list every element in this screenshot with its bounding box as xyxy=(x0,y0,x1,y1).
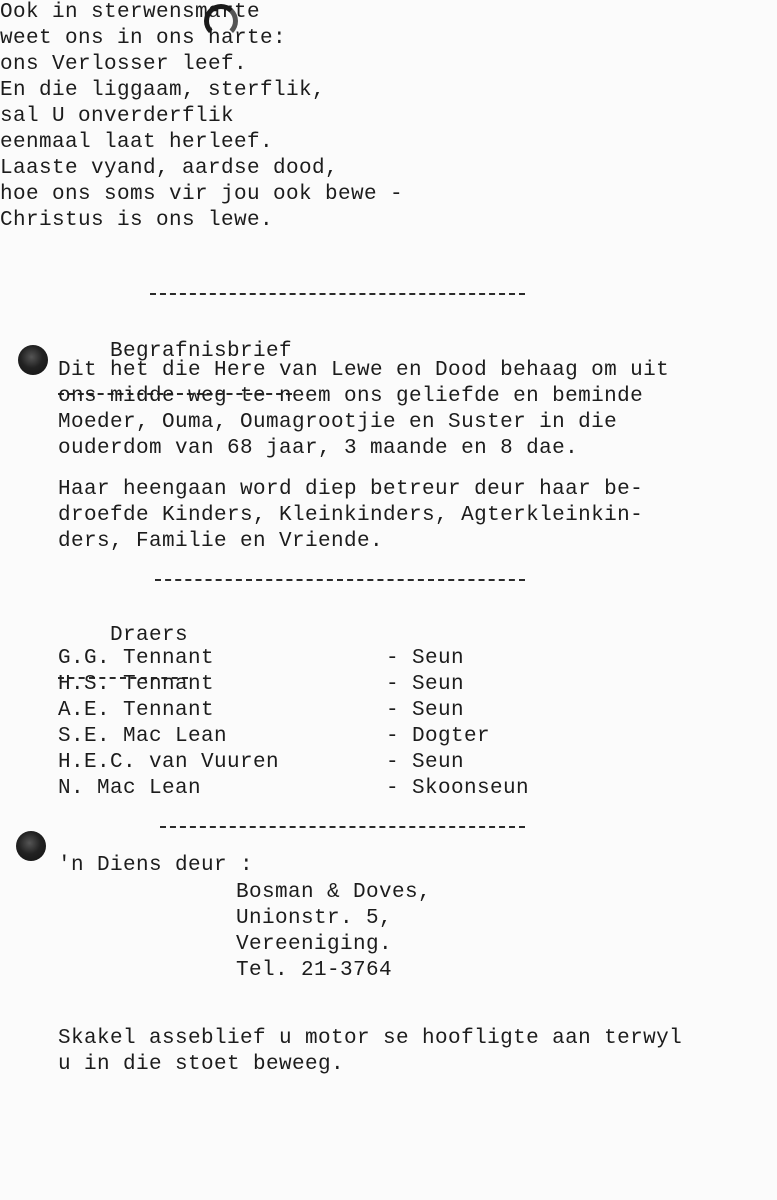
bearers-heading-text: Draers xyxy=(110,624,189,647)
poem-line: hoe ons soms vir jou ook bewe - xyxy=(0,183,404,206)
bearers-list xyxy=(58,646,578,802)
punch-hole-bottom xyxy=(16,831,46,861)
bearer-row xyxy=(58,672,578,698)
divider-3 xyxy=(160,826,525,828)
divider-2 xyxy=(155,579,525,581)
closing-note xyxy=(58,1026,682,1078)
bearer-name: H.S. Tennant xyxy=(58,673,215,696)
bearer-row xyxy=(58,698,578,724)
bearer-row xyxy=(58,776,578,802)
poem-line: weet ons in ons harte: xyxy=(0,27,287,50)
punch-hole-top xyxy=(18,345,48,375)
bearer-name: S.E. Mac Lean xyxy=(58,725,228,748)
paragraph-line: Haar heengaan word diep betreur deur haar be- xyxy=(58,478,644,501)
bearer-row xyxy=(58,724,578,750)
bearer-relation: - Seun xyxy=(386,647,465,670)
address-line: Unionstr. 5, xyxy=(236,907,393,930)
bearer-name: A.E. Tennant xyxy=(58,699,215,722)
bearer-relation: - Seun xyxy=(386,751,465,774)
closing-line: u in die stoet beweeg. xyxy=(58,1053,345,1076)
poem-line: Laaste vyand, aardse dood, xyxy=(0,157,339,180)
staple-mark xyxy=(204,4,238,38)
bearer-relation: - Dogter xyxy=(386,725,491,748)
paragraph-line: Moeder, Ouma, Oumagrootjie en Suster in die xyxy=(58,411,618,434)
address-line: Bosman & Doves, xyxy=(236,881,432,904)
service-label: 'n Diens deur : xyxy=(58,854,254,877)
poem-line: Ook in sterwensmarte xyxy=(0,1,261,24)
paragraph-line: droefde Kinders, Kleinkinders, Agterkleinkin- xyxy=(58,504,644,527)
address-line: Tel. 21-3764 xyxy=(236,959,393,982)
letter-heading-text: Begrafnisbrief xyxy=(110,340,293,363)
letter-paragraph-2 xyxy=(58,477,643,555)
funeral-home-address xyxy=(236,880,431,984)
closing-line: Skakel asseblief u motor se hoofligte aan terwyl xyxy=(58,1027,683,1050)
bearer-name: N. Mac Lean xyxy=(58,777,202,800)
bearer-relation: - Seun xyxy=(386,673,465,696)
bearer-row xyxy=(58,646,578,672)
divider-1 xyxy=(150,293,525,295)
bearer-relation: - Seun xyxy=(386,699,465,722)
paragraph-line: Dit het die Here van Lewe en Dood behaag om uit xyxy=(58,359,670,382)
poem xyxy=(0,0,777,234)
bearer-row xyxy=(58,750,578,776)
bearer-relation: - Skoonseun xyxy=(386,777,530,800)
poem-line: sal U onverderflik xyxy=(0,105,235,128)
poem-line: Christus is ons lewe. xyxy=(0,209,274,232)
address-line: Vereeniging. xyxy=(236,933,393,956)
letter-paragraph-1 xyxy=(58,358,669,462)
poem-line: ons Verlosser leef. xyxy=(0,53,248,76)
paragraph-line: ouderdom van 68 jaar, 3 maande en 8 dae. xyxy=(58,437,579,460)
poem-line: En die liggaam, sterflik, xyxy=(0,79,326,102)
poem-line: eenmaal laat herleef. xyxy=(0,131,274,154)
bearer-name: H.E.C. van Vuuren xyxy=(58,751,280,774)
bearer-name: G.G. Tennant xyxy=(58,647,215,670)
paragraph-line: ons midde weg te neem ons geliefde en beminde xyxy=(58,385,644,408)
paragraph-line: ders, Familie en Vriende. xyxy=(58,530,384,553)
